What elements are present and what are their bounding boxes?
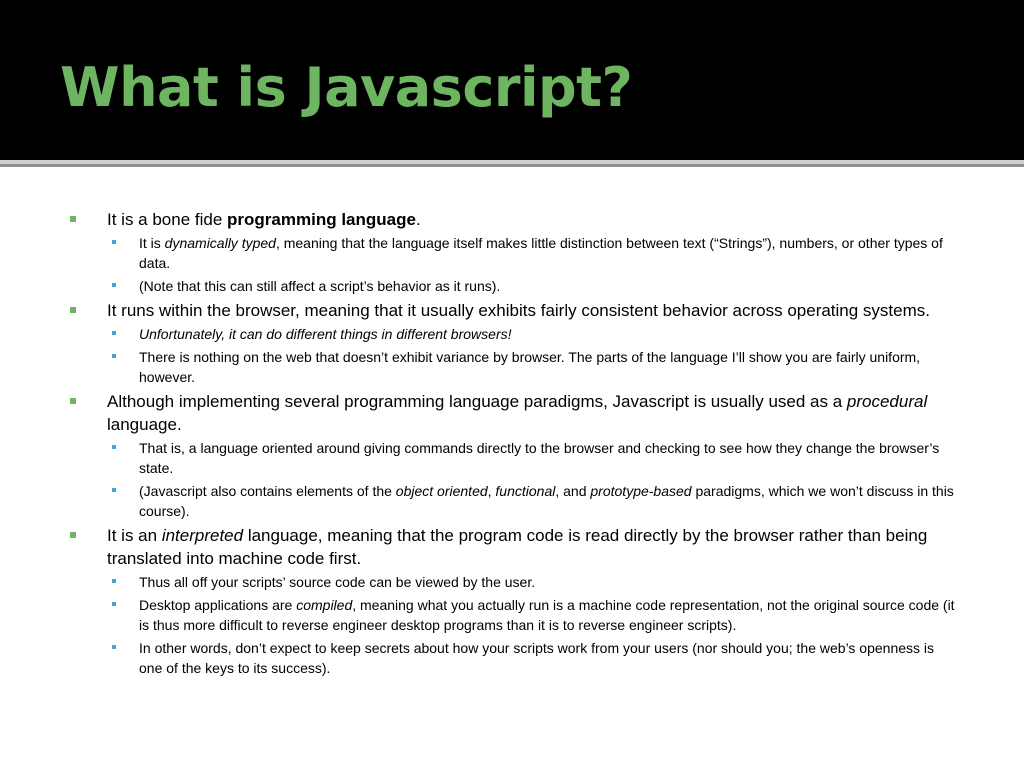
text-segment: . (415, 210, 421, 229)
italic-text: prototype-based (590, 483, 692, 499)
text-segment: , meaning that the language itself makes little distinction between text (“Strings”), numbers, or other types of data. (139, 235, 943, 271)
sub-bullet-item (70, 638, 970, 678)
text-segment: It is an (107, 526, 162, 545)
header-divider-dark (0, 164, 1024, 167)
sub-bullet-list (70, 324, 970, 387)
text-segment: It runs within the browser, meaning that it usually exhibits fairly consistent behavior across operating systems. (107, 301, 930, 320)
bullet-item (70, 299, 970, 322)
text-segment: Thus all off your scripts’ source code can be viewed by the user. (139, 574, 536, 590)
text-segment: language, meaning that the program code is read directly by the browser rather than being translated into machine code first. (107, 526, 928, 568)
text-segment: In other words, don’t expect to keep secrets about how your scripts work from your users (nor should you; the web’s openness is one of the keys to its success). (139, 640, 935, 676)
italic-text: Unfortunately, it can do different things in different browsers! (139, 326, 512, 342)
sub-bullet-item (70, 347, 970, 387)
bold-text: programming language (227, 210, 416, 229)
italic-text: procedural (846, 392, 928, 411)
text-segment: , meaning what you actually run is a machine code representation, not the original source code (it is thus more difficult to reverse engineer desktop programs than it is to reverse engineer scripts). (139, 597, 955, 633)
sub-bullet-text (139, 326, 512, 342)
text-segment: It is a bone fide (107, 210, 228, 229)
small-square-bullet-icon (112, 488, 116, 492)
bullet-item (70, 524, 970, 570)
sub-bullet-item (70, 572, 970, 592)
bullet-item (70, 390, 970, 436)
sub-bullet-text (139, 235, 943, 271)
sub-bullet-list (70, 572, 970, 678)
text-segment: , (487, 483, 496, 499)
text-segment: (Javascript also contains elements of the (139, 483, 396, 499)
bullet-item (70, 208, 970, 231)
bullet-text (107, 301, 930, 320)
sub-bullet-text (139, 440, 939, 476)
text-segment: It is (139, 235, 165, 251)
sub-bullet-text (139, 278, 500, 294)
text-segment: paradigms, which we won’t discuss in this course). (139, 483, 954, 519)
sub-bullet-item (70, 595, 970, 635)
sub-bullet-item (70, 438, 970, 478)
bullet-text (107, 210, 421, 229)
title-bar (0, 0, 1024, 160)
small-square-bullet-icon (112, 445, 116, 449)
bullet-text (107, 526, 927, 568)
sub-bullet-item (70, 276, 970, 296)
small-square-bullet-icon (112, 331, 116, 335)
small-square-bullet-icon (112, 645, 116, 649)
slide-title: What is Javascript? (60, 56, 633, 119)
sub-bullet-list (70, 438, 970, 521)
text-segment: There is nothing on the web that doesn’t exhibit variance by browser. The parts of the language I’ll show you are fairly uniform, however. (139, 349, 921, 385)
bullet-text (107, 392, 927, 434)
small-square-bullet-icon (112, 240, 116, 244)
sub-bullet-item (70, 481, 970, 521)
sub-bullet-text (139, 349, 920, 385)
text-segment: Desktop applications are (139, 597, 297, 613)
small-square-bullet-icon (112, 579, 116, 583)
text-segment: Although implementing several programming language paradigms, Javascript is usually used as a (107, 392, 847, 411)
text-segment: , and (555, 483, 591, 499)
sub-bullet-list (70, 233, 970, 296)
small-square-bullet-icon (112, 283, 116, 287)
sub-bullet-item (70, 324, 970, 344)
text-segment: (Note that this can still affect a script’s behavior as it runs). (139, 278, 501, 294)
sub-bullet-text (139, 597, 955, 633)
italic-text: object oriented (395, 483, 488, 499)
italic-text: dynamically typed (164, 235, 276, 251)
sub-bullet-text (139, 483, 954, 519)
sub-bullet-text (139, 640, 934, 676)
square-bullet-icon (70, 307, 76, 313)
italic-text: interpreted (161, 526, 244, 545)
sub-bullet-item (70, 233, 970, 273)
italic-text: functional (495, 483, 556, 499)
italic-text: compiled (296, 597, 353, 613)
square-bullet-icon (70, 398, 76, 404)
square-bullet-icon (70, 216, 76, 222)
square-bullet-icon (70, 532, 76, 538)
text-segment: language. (107, 415, 182, 434)
bullet-list (70, 208, 970, 681)
sub-bullet-text (139, 574, 535, 590)
small-square-bullet-icon (112, 602, 116, 606)
text-segment: That is, a language oriented around giving commands directly to the browser and checking to see how they change the browser’s state. (139, 440, 940, 476)
small-square-bullet-icon (112, 354, 116, 358)
